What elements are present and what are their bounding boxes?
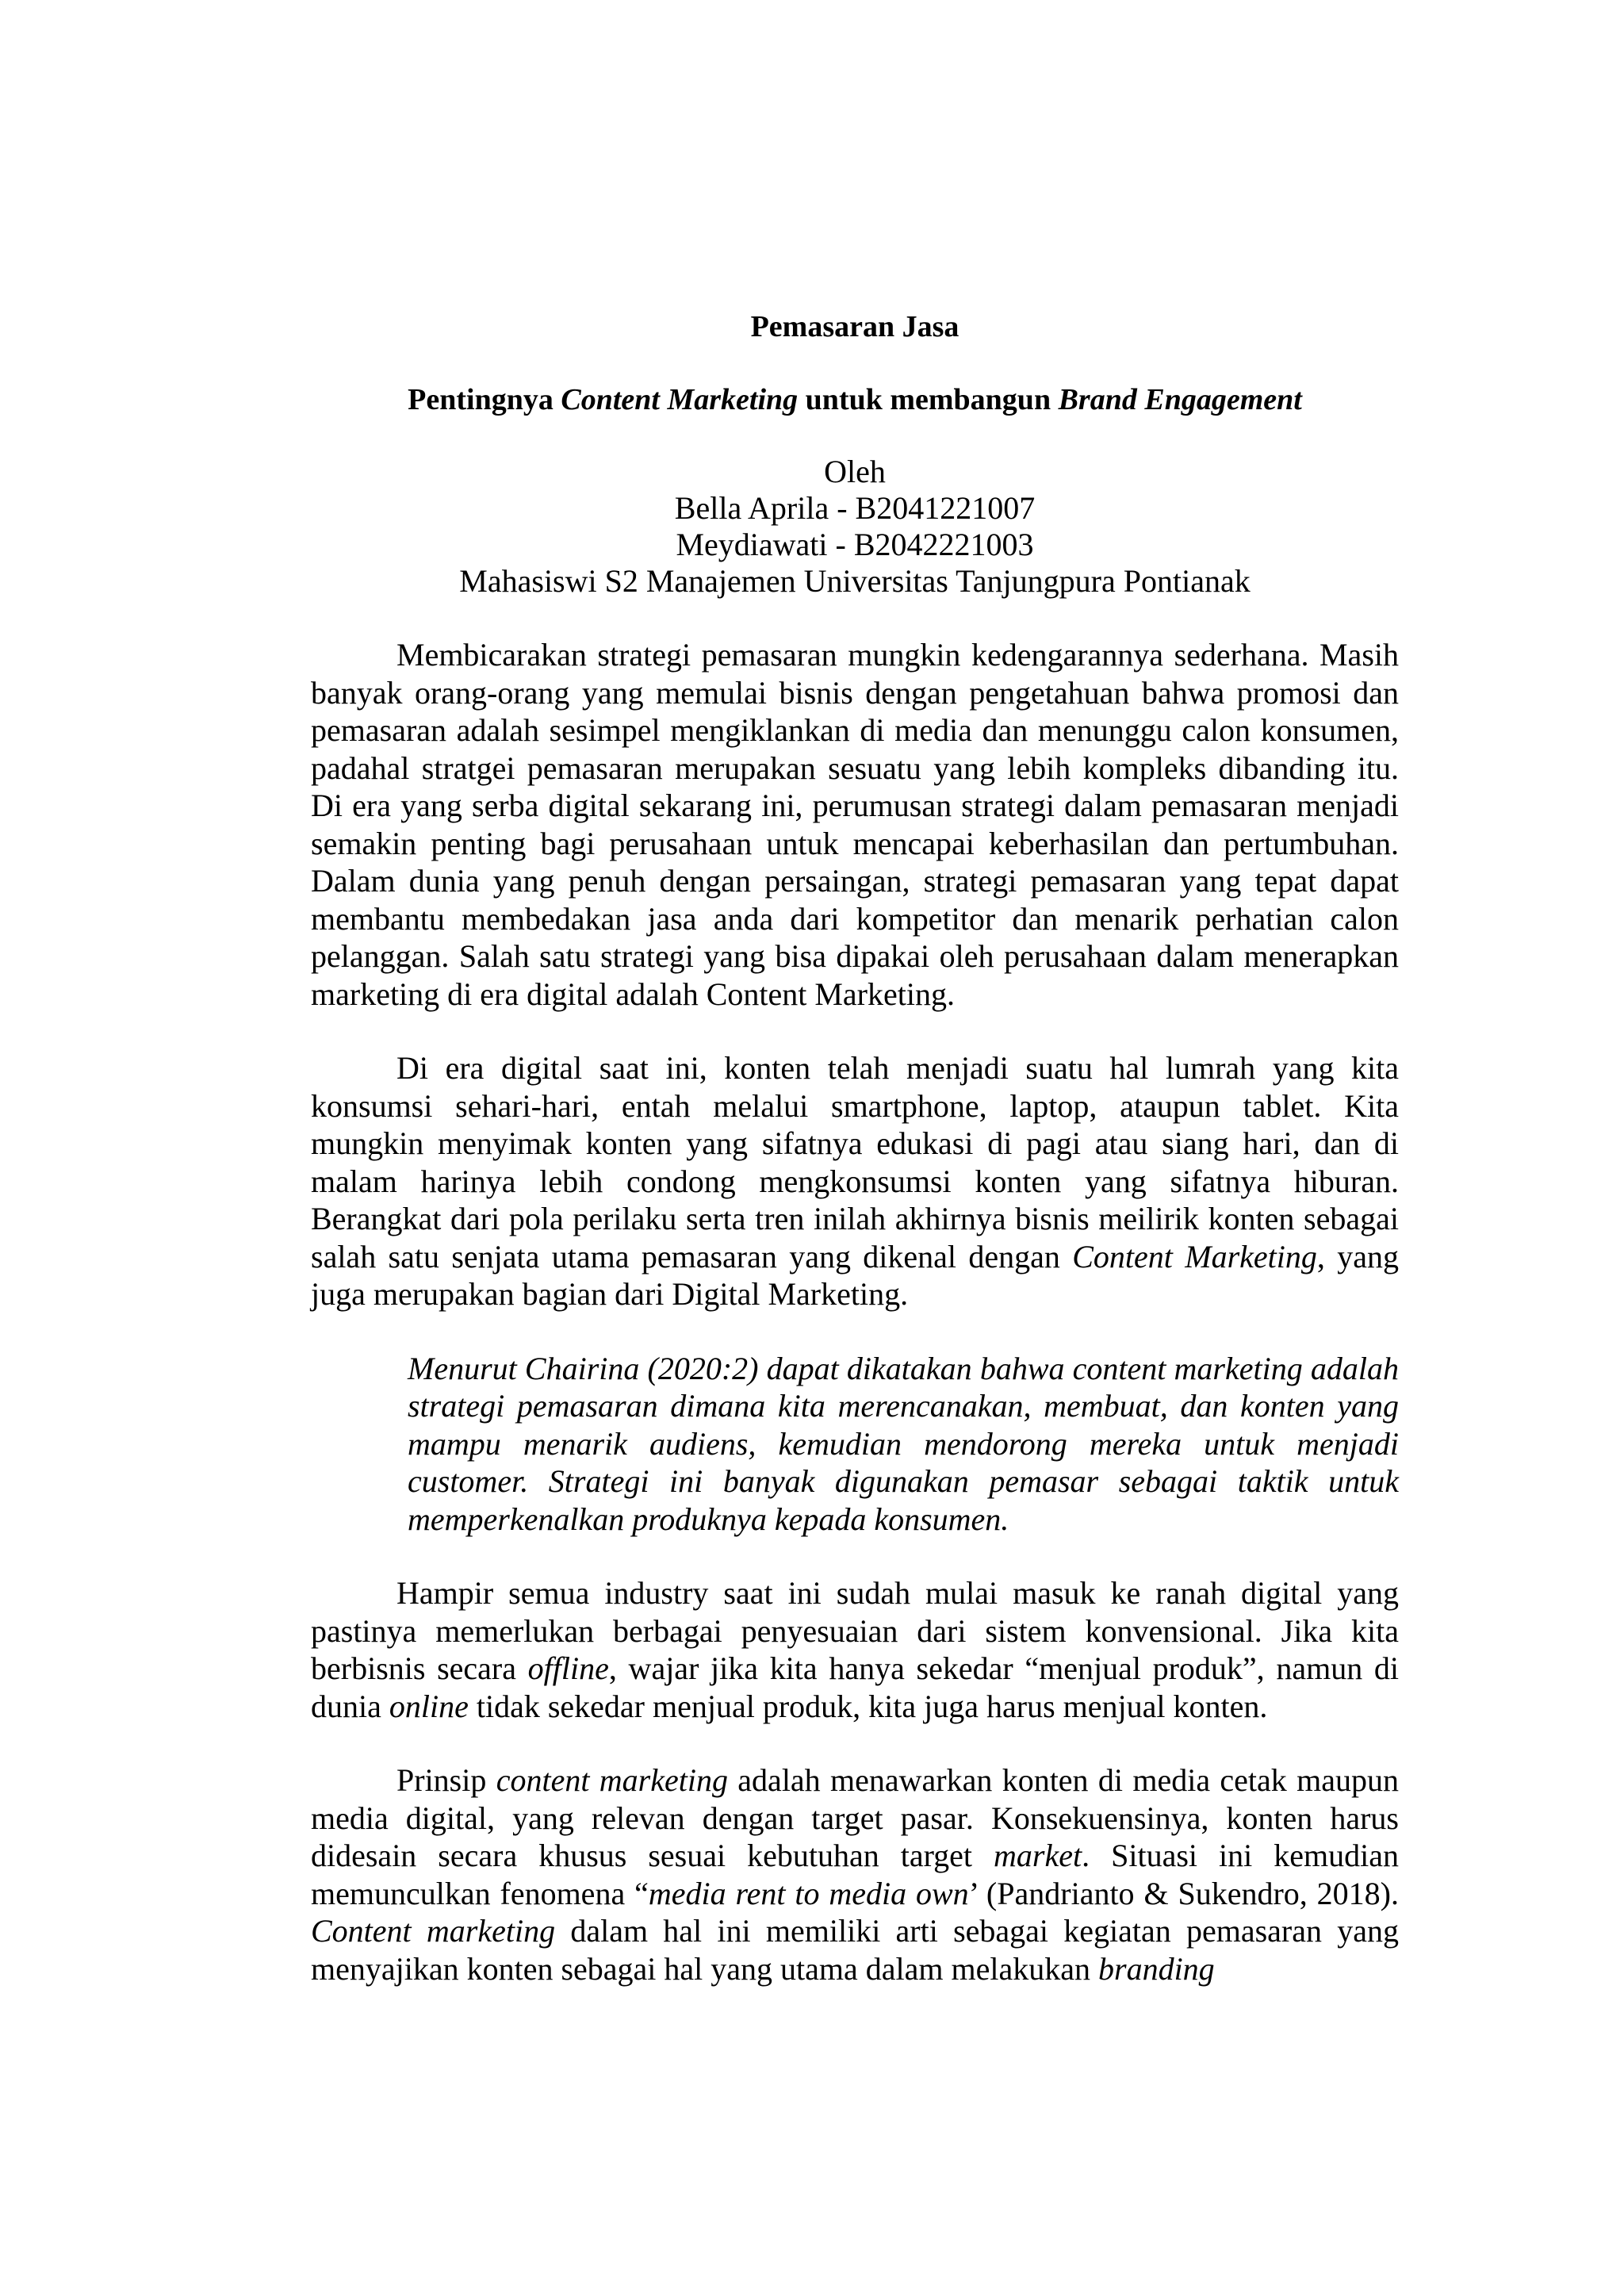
paragraph [311,1574,1399,1725]
text-run: dalam hal ini memiliki arti sebagai kegiatan pemasaran yang menyajikan konten sebagai hal yang utama dalam melakukan [311,1913,1399,1987]
subtitle-emphasis: Content Marketing [561,383,799,416]
text-run: tidak sekedar menjual produk, kita juga harus menjual konten. [468,1688,1268,1724]
text-run: adalah menawarkan konten di media cetak maupun media digital, yang relevan dengan target pasar. Konsekuensinya, konten harus didesain secara khusus sesuai kebutuhan target [311,1762,1400,1873]
author-affiliation: Mahasiswi S2 Manajemen Universitas Tanjungpura Pontianak [459,563,1251,599]
paragraph [311,1049,1399,1313]
text-run: Hampir semua industry saat ini sudah mulai masuk ke ranah digital yang pastinya memerlukan berbagai penyesuaian dari sistem konvensional. Jika kita berbisnis secara [311,1575,1399,1686]
text-emphasis: market [994,1838,1082,1873]
text-emphasis: content marketing [496,1762,728,1798]
author-name: Meydiawati - B2042221003 [676,527,1034,562]
text-run: ’ (Pandrianto & Sukendro, 2018). [968,1875,1399,1911]
byline-label: Oleh [824,454,886,489]
text-emphasis: Content Marketing [1072,1238,1317,1274]
subtitle-part: Pentingnya [408,383,561,416]
text-emphasis: Content marketing [311,1913,556,1949]
document-title: Pemasaran Jasa [750,310,959,343]
subtitle-part: untuk membangun [798,383,1059,416]
block-quote: Menurut Chairina (2020:2) dapat dikatakan bahwa content marketing adalah strategi pemasaran dimana kita merencanakan, membuat, dan konten yang mampu menarik audiens, kemudian mendorong mereka untuk menjadi customer. Strategi ini banyak digunakan pemasar sebagai taktik untuk memperkenalkan produknya kepada konsumen. [408,1350,1399,1537]
text-emphasis: online [389,1688,469,1724]
text-run: Prinsip [396,1762,496,1798]
text-run: Di era digital saat ini, konten telah menjadi suatu hal lumrah yang kita konsumsi sehari-hari, entah melalui smartphone, laptop, ataupun tablet. Kita mungkin menyimak konten yang sifatnya edukasi di pagi atau siang hari, dan di malam harinya lebih condong mengkonsumsi konten yang sifatnya hiburan. Berangkat dari pola perilaku serta tren inilah akhirnya bisnis meilirik konten sebagai salah satu senjata utama pemasaran yang dikenal dengan [311,1050,1399,1274]
text-emphasis: offline [527,1650,609,1686]
subtitle-emphasis: Brand Engagement [1058,383,1302,416]
paragraph [311,1761,1399,1987]
text-run: . Situasi ini kemudian memunculkan fenomena “ [311,1838,1399,1911]
author-name: Bella Aprila - B2041221007 [674,490,1036,526]
paragraph: Membicarakan strategi pemasaran mungkin kedengarannya sederhana. Masih banyak orang-orang yang memulai bisnis dengan pengetahuan bahwa promosi dan pemasaran adalah sesimpel mengiklankan di media dan menunggu calon konsumen, padahal stratgei pemasaran merupakan sesuatu yang lebih kompleks dibanding itu. Di era yang serba digital sekarang ini, perumusan strategi dalam pemasaran menjadi semakin penting bagi perusahaan untuk mencapai keberhasilan dan pertumbuhan. Dalam dunia yang penuh dengan persaingan, strategi pemasaran yang tepat dapat membantu membedakan jasa anda dari kompetitor dan menarik perhatian calon pelanggan. Salah satu strategi yang bisa dipakai oleh perusahaan dalam menerapkan marketing di era digital adalah Content Marketing. [311,637,1399,1012]
document-body [311,636,1399,1987]
document-subtitle [311,381,1399,419]
text-emphasis: branding [1098,1950,1215,1987]
byline [311,454,1399,600]
document-page [311,308,1399,2024]
text-run: , wajar jika kita hanya sekedar “menjual produk”, namun di dunia [311,1650,1399,1724]
text-emphasis: media rent to media own [648,1875,969,1911]
text-run: , yang juga merupakan bagian dari Digital Marketing. [311,1238,1399,1312]
